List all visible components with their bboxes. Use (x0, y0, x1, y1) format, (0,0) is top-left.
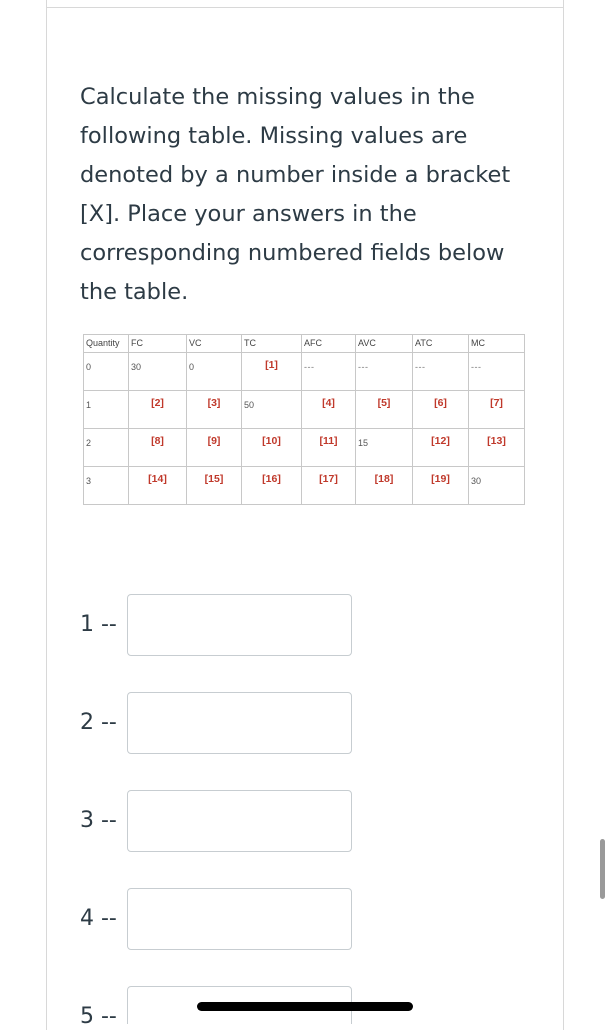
answer-label-1: 1 -- (80, 612, 117, 637)
answer-label-4: 4 -- (80, 906, 117, 931)
answer-input-4[interactable] (127, 888, 352, 950)
header-mc: MC (469, 335, 525, 353)
header-atc: ATC (413, 335, 469, 353)
cell-missing: [5] (377, 397, 391, 409)
answer-row-3 (80, 790, 352, 852)
table-row (84, 467, 525, 505)
answer-row-4 (80, 888, 352, 950)
cost-table (83, 334, 525, 505)
table-header-row (84, 335, 525, 353)
cell-quantity: 0 (86, 362, 92, 372)
cell-value: 50 (244, 400, 255, 410)
header-vc: VC (187, 335, 242, 353)
cell-dash: --- (358, 362, 369, 372)
cell-missing: [10] (262, 435, 281, 447)
cell-missing: [9] (207, 435, 221, 447)
cell-missing: [4] (322, 397, 335, 409)
cell-dash: --- (415, 362, 426, 372)
cell-missing: [15] (204, 473, 224, 485)
cell-missing: [2] (151, 397, 164, 409)
answer-input-1[interactable] (127, 594, 352, 656)
cell-missing: [7] (490, 397, 503, 409)
cell-dash: --- (471, 362, 482, 372)
cell-quantity: 2 (86, 438, 92, 448)
header-tc: TC (242, 335, 302, 353)
answer-input-3[interactable] (127, 790, 352, 852)
answer-label-3: 3 -- (80, 808, 117, 833)
header-fc: FC (129, 335, 187, 353)
answer-row-2 (80, 692, 352, 754)
answer-row-1 (80, 594, 352, 656)
table-row (84, 353, 525, 391)
cell-quantity: 1 (86, 400, 92, 410)
table-row (84, 391, 525, 429)
cell-missing: [1] (265, 359, 278, 371)
cell-value: 15 (358, 438, 369, 448)
cell-missing: [18] (374, 473, 394, 485)
cell-missing: [14] (148, 473, 167, 485)
cell-value: 30 (471, 476, 482, 486)
header-avc: AVC (356, 335, 413, 353)
answer-label-5: 5 -- (80, 1004, 117, 1024)
header-afc: AFC (302, 335, 356, 353)
scrollbar[interactable] (600, 839, 605, 899)
answer-label-2: 2 -- (80, 710, 117, 735)
cell-missing: [12] (431, 435, 450, 447)
cell-missing: [17] (319, 473, 338, 485)
table-row (84, 429, 525, 467)
question-text: Calculate the missing values in the following table. Missing values are denoted by a number inside a bracket [X]. Place your answers in the corresponding numbered fields below the table. (80, 84, 511, 305)
cell-value: 30 (131, 362, 142, 372)
card-top-divider (46, 7, 564, 8)
cell-missing: [19] (431, 473, 450, 485)
home-indicator[interactable] (197, 1002, 413, 1011)
cell-missing: [11] (319, 435, 338, 447)
answer-input-2[interactable] (127, 692, 352, 754)
cell-missing: [16] (262, 473, 281, 485)
cell-missing: [3] (207, 397, 221, 409)
cell-dash: --- (304, 362, 315, 372)
cell-quantity: 3 (86, 476, 92, 486)
cell-missing: [6] (434, 397, 447, 409)
cell-value: 0 (189, 362, 195, 372)
cell-missing: [13] (487, 435, 506, 447)
header-quantity: Quantity (84, 335, 129, 353)
cell-missing: [8] (151, 435, 164, 447)
